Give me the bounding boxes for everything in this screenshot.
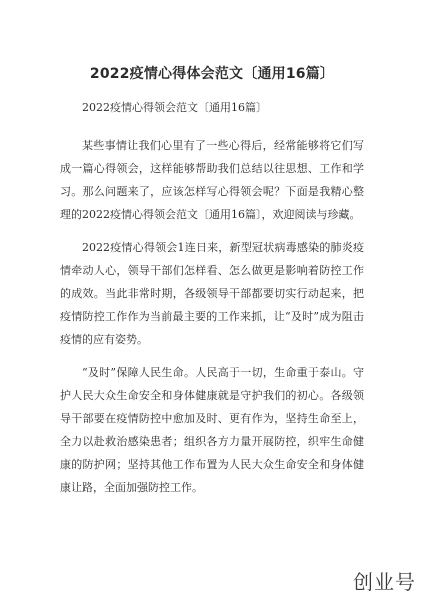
paragraph-timely-protection: “及时”保障人民生命。人民高于一切，生命重于泰山。守护人民大众生命安全和身体健康就是守护我们的初心。各级领导干部要在疫情防控中愈加及时、更有作为，坚持生命至上，全力以赴救治感染患者；组织各方力量开展防控，织牢生命健康的防护网；坚持其他工作布置为人民大众生命安全和身体健康让路，全面加强防控工作。 [60, 366, 364, 494]
paragraph-essay-one: 2022疫情心得领会1连日来，新型冠状病毒感染的肺炎疫情牵动人心，领导干部们怎样看、怎么做更是影响着防控工作的成效。当此非常时期，各级领导干部都要切实行动起来，把疫情防控工作作为当前最主要的工作来抓，让“及时”成为阻击疫情的应有姿势。 [60, 241, 364, 346]
paragraph-intro: 某些事情让我们心里有了一些心得后，经常能够将它们写成一篇心得领会，这样能够帮助我们总结以往思想、工作和学习。那么问题来了，应该怎样写心得领会呢？下面是我精心整理的2022疫情心得领会范文〔通用16篇〕，欢迎阅读与珍藏。 [60, 139, 364, 221]
watermark-logo: 创业号 [353, 570, 416, 594]
document-title: 2022疫情心得体会范文〔通用16篇〕 [89, 66, 335, 82]
document-subtitle: 2022疫情心得领会范文〔通用16篇〕 [82, 101, 267, 114]
